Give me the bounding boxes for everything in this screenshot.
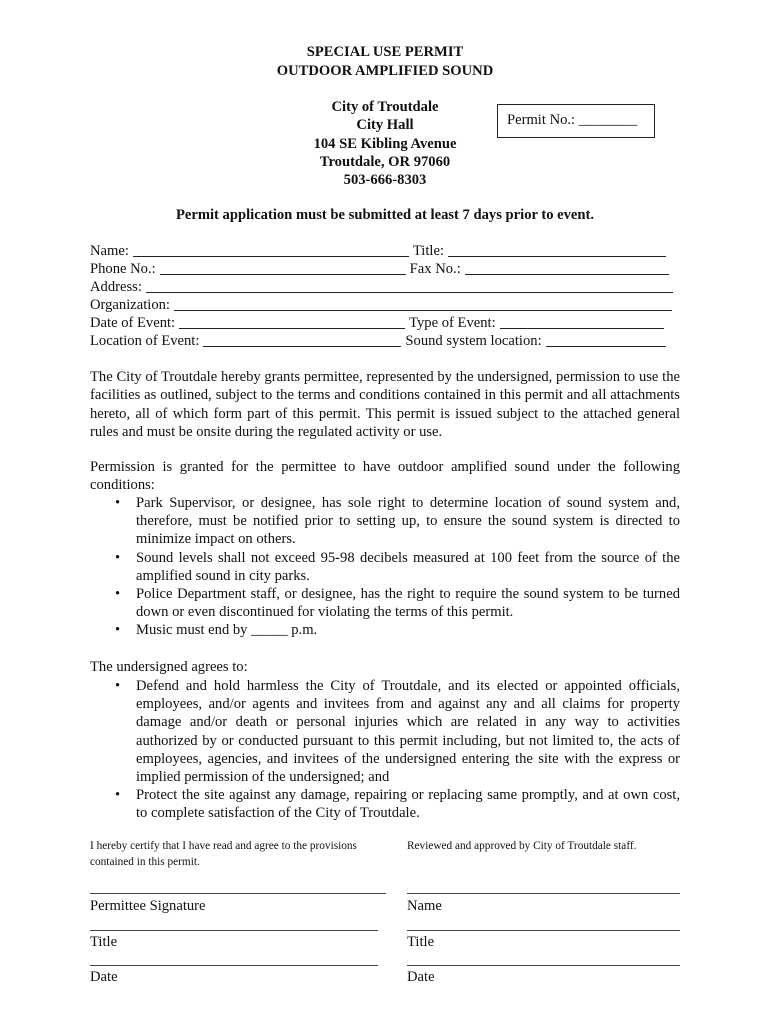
street-address: 104 SE Kibling Avenue	[313, 135, 457, 152]
location-of-event-field[interactable]	[203, 333, 401, 347]
agreements-list	[90, 677, 680, 823]
type-of-event-label: Type of Event:	[409, 315, 496, 331]
condition-item	[90, 621, 680, 639]
condition-text: Sound levels shall not exceed 95-98 decibels measured at 100 feet from the source of the amplified sound in city parks.	[136, 549, 680, 584]
sound-system-location-field[interactable]	[546, 333, 666, 347]
phone-field[interactable]	[160, 261, 406, 275]
date-of-event-field[interactable]	[179, 315, 405, 329]
staff-title-label: Title	[407, 934, 435, 950]
submission-notice: Permit application must be submitted at least 7 days prior to event.	[175, 207, 595, 223]
name-field[interactable]	[133, 243, 409, 257]
agreement-item	[90, 677, 680, 786]
staff-title-line[interactable]	[407, 930, 680, 931]
agreement-text: Defend and hold harmless the City of Troutdale, and its elected or appointed officials, employees, and/or agents and invitees from and against any and all claims for property damage and/or death or personal injuries which are related in any way to activities authorized by or conducted pursuant to this permit including, but not limited to, the acts of employees, agencies, and invitees of the undersigned entering the site with the express or implied permission of the undersigned; and	[136, 678, 680, 786]
location-of-event-label: Location of Event:	[90, 333, 200, 349]
type-of-event-field[interactable]	[500, 315, 664, 329]
phone-number: 503-666-8303	[343, 172, 427, 189]
city-hall: City Hall	[356, 117, 414, 134]
form-title	[0, 43, 770, 81]
staff-approval-statement: Reviewed and approved by City of Troutdale staff.	[407, 840, 637, 852]
address-label: Address:	[90, 279, 142, 295]
address-field[interactable]	[146, 279, 673, 293]
staff-name-line[interactable]	[407, 893, 680, 894]
staff-date-label: Date	[407, 969, 435, 985]
condition-item	[90, 549, 680, 585]
title-line-1: SPECIAL USE PERMIT	[306, 44, 464, 60]
permit-number-box	[497, 104, 655, 138]
phone-fax-row	[90, 260, 669, 278]
staff-name-label: Name	[407, 898, 442, 914]
permittee-signature-label: Permittee Signature	[90, 898, 206, 914]
fax-field[interactable]	[465, 261, 669, 275]
bullet-icon: •	[115, 622, 121, 639]
permittee-title-line[interactable]	[90, 930, 378, 931]
date-type-row	[90, 314, 664, 332]
city-name: City of Troutdale	[331, 99, 439, 115]
agreement-item	[90, 786, 680, 822]
title-field[interactable]	[448, 243, 666, 257]
condition-text: Police Department staff, or designee, has the right to require the sound system to be turned down or even discontinued for violating the terms of this permit.	[136, 586, 680, 621]
grant-paragraph: The City of Troutdale hereby grants permittee, represented by the undersigned, permission to use the facilities as outlined, subject to the terms and conditions contained in this permit and all attachments hereto, all of which form part of this permit. This permit is issued subject to the attached general rules and must be onsite during the regulated activity or use.	[90, 369, 680, 440]
organization-field[interactable]	[174, 297, 672, 311]
permittee-title-label: Title	[90, 934, 118, 950]
city-address-block	[250, 98, 520, 189]
agrees-intro: The undersigned agrees to:	[90, 659, 248, 675]
bullet-icon: •	[115, 678, 121, 694]
location-row	[90, 332, 666, 350]
bullet-icon: •	[115, 787, 121, 804]
condition-item	[90, 494, 680, 549]
permittee-date-line[interactable]	[90, 965, 378, 966]
conditions-intro: Permission is granted for the permittee to have outdoor amplified sound under the following conditions:	[90, 459, 680, 494]
permittee-date-label: Date	[90, 969, 118, 985]
condition-text: Park Supervisor, or designee, has sole right to determine location of sound system and, therefore, must be notified prior to setting up, to ensure the sound system is directed to minimize impact on others.	[136, 495, 680, 548]
condition-text: Music must end by _____ p.m.	[136, 622, 318, 639]
sound-system-location-label: Sound system location:	[405, 333, 542, 349]
title-label: Title:	[412, 243, 445, 259]
title-line-2: OUTDOOR AMPLIFIED SOUND	[276, 63, 494, 79]
bullet-icon: •	[115, 586, 121, 603]
staff-date-line[interactable]	[407, 965, 680, 966]
permit-number-label: Permit No.: ________	[507, 112, 638, 128]
bullet-icon: •	[115, 495, 121, 511]
organization-row	[90, 296, 672, 314]
name-label: Name:	[90, 243, 129, 259]
city-state-zip: Troutdale, OR 97060	[319, 153, 451, 170]
certify-statement: I hereby certify that I have read and agree to the provisions contained in this permit.	[90, 840, 357, 868]
date-of-event-label: Date of Event:	[90, 315, 176, 331]
phone-label: Phone No.:	[90, 261, 156, 277]
organization-label: Organization:	[90, 297, 170, 313]
bullet-icon: •	[115, 549, 121, 566]
conditions-list	[90, 494, 680, 640]
condition-item	[90, 585, 680, 621]
permittee-signature-line[interactable]	[90, 893, 386, 894]
agreement-text: Protect the site against any damage, repairing or replacing same promptly, and at own cost, to complete satisfaction of the City of Troutdale.	[136, 787, 680, 822]
name-title-row	[90, 242, 666, 260]
address-row	[90, 278, 673, 296]
fax-label: Fax No.:	[409, 261, 461, 277]
